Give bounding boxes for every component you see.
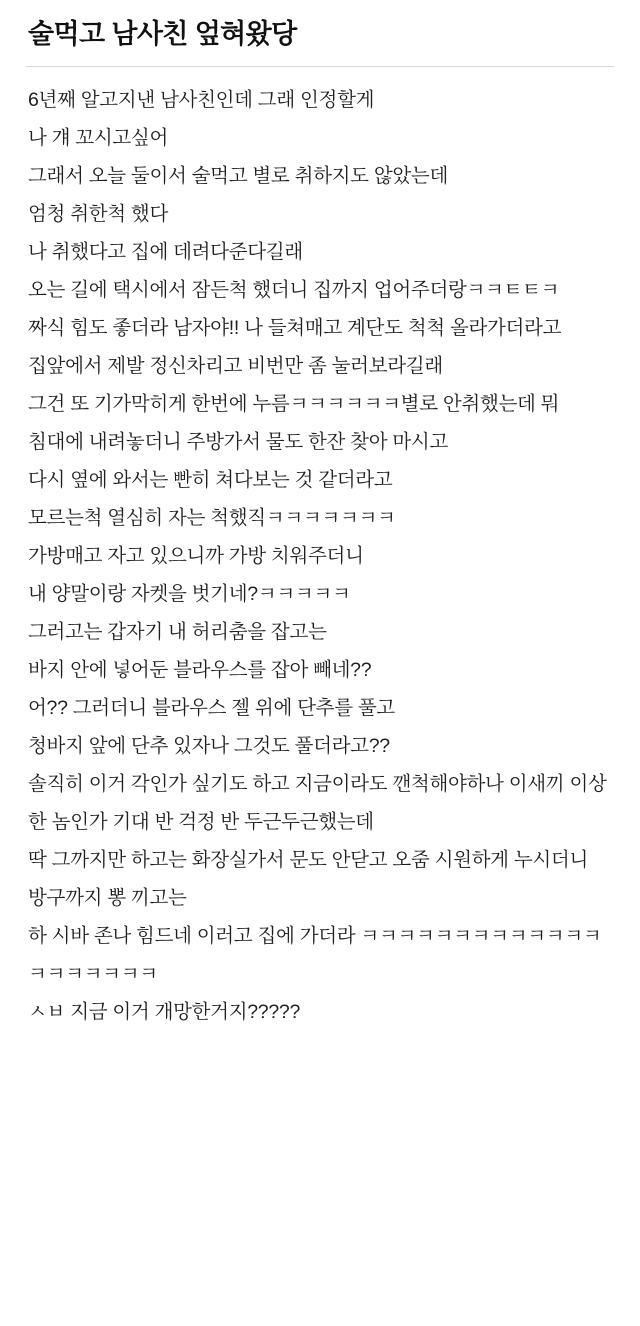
post-paragraph: 다시 옆에 와서는 빤히 쳐다보는 것 같더라고: [28, 468, 393, 491]
post-paragraph: 그러고는 갑자기 내 허리춤을 잡고는: [28, 620, 327, 643]
post-paragraph: 그건 또 기가막히게 한번에 누름ㅋㅋㅋㅋㅋㅋ별로 안취했는데 뭐: [28, 392, 560, 415]
post-paragraph: 집앞에서 제발 정신차리고 비번만 좀 눌러보라길래: [28, 354, 443, 377]
page-bottom-edge: [0, 1310, 640, 1326]
post-paragraph: 내 양말이랑 자켓을 벗기네?ㅋㅋㅋㅋㅋ: [28, 582, 351, 605]
post-paragraph: 바지 안에 넣어둔 블라우스를 잡아 빼네??: [28, 658, 372, 681]
post-paragraph: 하 시바 존나 힘드네 이러고 집에 가더라 ㅋㅋㅋㅋㅋㅋㅋㅋㅋㅋㅋㅋㅋㅋㅋㅋㅋㅋㅋㅋ: [28, 924, 602, 985]
post-paragraph: 나 걔 꼬시고싶어: [28, 126, 168, 149]
post-paragraph: 어?? 그러더니 블라우스 젤 위에 단추를 풀고: [28, 696, 395, 719]
title-divider: [26, 66, 614, 67]
post-body: [26, 81, 614, 1031]
post-paragraph: 엄청 취한척 했다: [28, 202, 168, 225]
post-paragraph: 청바지 앞에 단추 있자나 그것도 풀더라고??: [28, 734, 390, 757]
post-paragraph: 솔직히 이거 각인가 싶기도 하고 지금이라도 깬척해야하나 이새끼 이상한 놈인가 기대 반 걱정 반 두근두근했는데: [28, 772, 607, 833]
post-paragraph: 딱 그까지만 하고는 화장실가서 문도 안닫고 오줌 시원하게 누시더니: [28, 848, 588, 871]
post-paragraph: 침대에 내려놓더니 주방가서 물도 한잔 찾아 마시고: [28, 430, 448, 453]
post-paragraph: 방구까지 뽕 끼고는: [28, 886, 187, 909]
page-title: 술먹고 남사친 엎혀왔당: [28, 19, 297, 49]
post-paragraph: 나 취했다고 집에 데려다준다길래: [28, 240, 303, 263]
post-paragraph: ㅅㅂ 지금 이거 개망한거지?????: [28, 1000, 300, 1023]
post-paragraph: 가방매고 자고 있으니까 가방 치워주더니: [28, 544, 364, 567]
post-paragraph: 짜식 힘도 좋더라 남자야!! 나 들쳐매고 계단도 척척 올라가더라고: [28, 316, 562, 339]
post-paragraph: 그래서 오늘 둘이서 술먹고 별로 취하지도 않았는데: [28, 164, 448, 187]
post-paragraph: 오는 길에 택시에서 잠든척 했더니 집까지 업어주더랑ㅋㅋㅌㅌㅋ: [28, 278, 560, 301]
post-paragraph: 6년째 알고지낸 남사친인데 그래 인정할게: [28, 88, 375, 111]
post-paragraph: 모르는척 열심히 자는 척했직ㅋㅋㅋㅋㅋㅋㅋ: [28, 506, 396, 529]
